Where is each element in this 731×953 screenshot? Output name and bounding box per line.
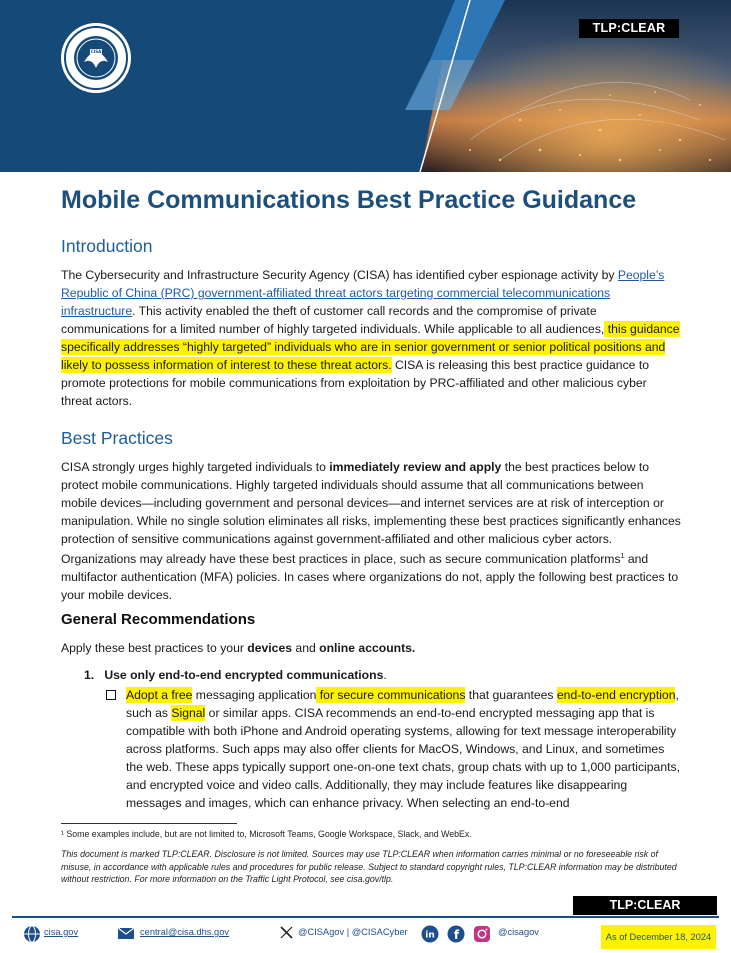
footnote-divider xyxy=(61,823,237,824)
cisa-seal xyxy=(60,22,132,94)
footnote-ref: 1 xyxy=(620,553,625,560)
email-link[interactable]: central@cisa.dhs.gov xyxy=(140,927,230,937)
tlp-label-top: TLP:CLEAR xyxy=(579,19,679,38)
general-recommendations-heading: General Recommendations xyxy=(61,611,256,628)
hl-e2e: end-to-end encryption xyxy=(556,688,676,702)
best-practices-heading: Best Practices xyxy=(61,428,173,448)
hl-signal: Signal xyxy=(171,706,206,720)
gr-devices: devices xyxy=(247,641,293,655)
best-practices-paragraph xyxy=(61,458,681,604)
x-icon[interactable] xyxy=(280,926,293,939)
general-intro xyxy=(61,639,681,657)
intro-highlight: this guidance specifically addresses “highly targeted” individuals who are in senior government or senior political positions and likely to possess information of interest to these threat actors. xyxy=(61,322,680,372)
footer xyxy=(0,922,731,953)
mail-icon xyxy=(118,928,134,939)
facebook-icon[interactable] xyxy=(447,925,465,943)
bp-text-a: CISA strongly urges highly targeted individuals to xyxy=(61,460,330,474)
list-item-period: . xyxy=(383,668,387,682)
x-handles[interactable]: @CISAgov | @CISACyber xyxy=(298,927,408,937)
tlp-label-bottom: TLP:CLEAR xyxy=(573,896,717,915)
website-link[interactable]: cisa.gov xyxy=(44,927,79,937)
prc-threat-link[interactable]: People’s Republic of China (PRC) government-affiliated threat actors targeting commercial telecommunications infrastructure xyxy=(61,268,665,318)
intro-text-a: The Cybersecurity and Infrastructure Security Agency (CISA) has identified cyber espionage activity by xyxy=(61,268,618,282)
intro-text-c: CISA is releasing this best practice guidance to promote protections for mobile communications from exploitation by PRC-affiliated and other malicious cyber threat actors. xyxy=(61,358,650,408)
introduction-heading: Introduction xyxy=(61,236,153,256)
hl-secure-comms: for secure communications xyxy=(316,688,466,702)
svg-text:f: f xyxy=(453,928,460,942)
intro-text-b: . This activity enabled the theft of customer call records and the compromise of private communications for a limited number of highly targeted individuals. While applicable to all audiences, xyxy=(61,304,605,336)
header-banner xyxy=(0,0,731,172)
svg-text:in: in xyxy=(425,930,435,941)
sub-text-d: or similar apps. CISA recommends an end-to-end encrypted messaging app that is compatible with both iPhone and Android operating systems, allowing for text message interoperability across platforms. Such apps may also offer clients for MacOS, Windows, and Linux, and sometimes the web. These apps typically support one-on-one text chats, group chats with up to 1,000 participants, and encrypted voice and video calls. Additionally, they may include features like disappearing messages and images, which can enhance privacy. When selecting an end-to-end xyxy=(126,706,680,810)
gr-text-a: Apply these best practices to your xyxy=(61,641,248,655)
sub-text-b: that guarantees xyxy=(465,688,557,702)
list-number: 1. xyxy=(84,668,95,682)
page-title: Mobile Communications Best Practice Guidance xyxy=(61,186,637,214)
linkedin-icon[interactable] xyxy=(421,925,439,943)
globe-icon xyxy=(23,925,41,943)
list-item-title: Use only end-to-end encrypted communications xyxy=(104,668,384,682)
bp-bold-text: immediately review and apply xyxy=(329,460,502,474)
footer-divider xyxy=(12,916,719,918)
social-handle[interactable]: @cisagov xyxy=(498,927,539,937)
sub-text-a: messaging application xyxy=(192,688,317,702)
instagram-icon[interactable] xyxy=(473,925,491,943)
recommendation-paragraph xyxy=(126,686,682,812)
introduction-paragraph xyxy=(61,266,681,410)
sub-text-c: , such as xyxy=(126,688,679,720)
gr-and: and xyxy=(292,641,320,655)
bp-text-b: the best practices below to protect mobile communications. Highly targeted individuals should assume that all communications between mobile devices—including government and personal devices—and internet services are at risk of interception or manipulation. While no single solution eliminates all risks, implementing these best practices significantly enhances protection of sensitive communications against government-affiliated and other malicious cyber actors. Organizations may already have these best practices in place, such as secure communication platforms xyxy=(61,460,681,567)
tlp-notice: This document is marked TLP:CLEAR. Disclosure is not limited. Sources may use TLP:CLEAR when information carries minimal or no foreseeable risk of misuse, in accordance with applicable rules and procedures for public release. Subject to standard copyright rules, TLP:CLEAR information may be distributed without restriction. For more information on the Traffic Light Protocol, see cisa.gov/tlp. xyxy=(61,849,677,884)
gr-accounts: online accounts. xyxy=(319,641,416,655)
bp-text-c: and multifactor authentication (MFA) policies. In cases where organizations do not, apply the following best practices to your mobile devices. xyxy=(61,552,679,603)
date-badge: As of December 18, 2024 xyxy=(601,925,716,949)
checkbox-icon[interactable] xyxy=(106,690,116,700)
footnote-1: ¹ Some examples include, but are not limited to, Microsoft Teams, Google Workspace, Slack, and WebEx. xyxy=(61,829,472,839)
hl-adopt-free: Adopt a free xyxy=(126,688,193,702)
svg-text:CISA: CISA xyxy=(90,49,102,54)
list-item-1 xyxy=(84,666,387,684)
